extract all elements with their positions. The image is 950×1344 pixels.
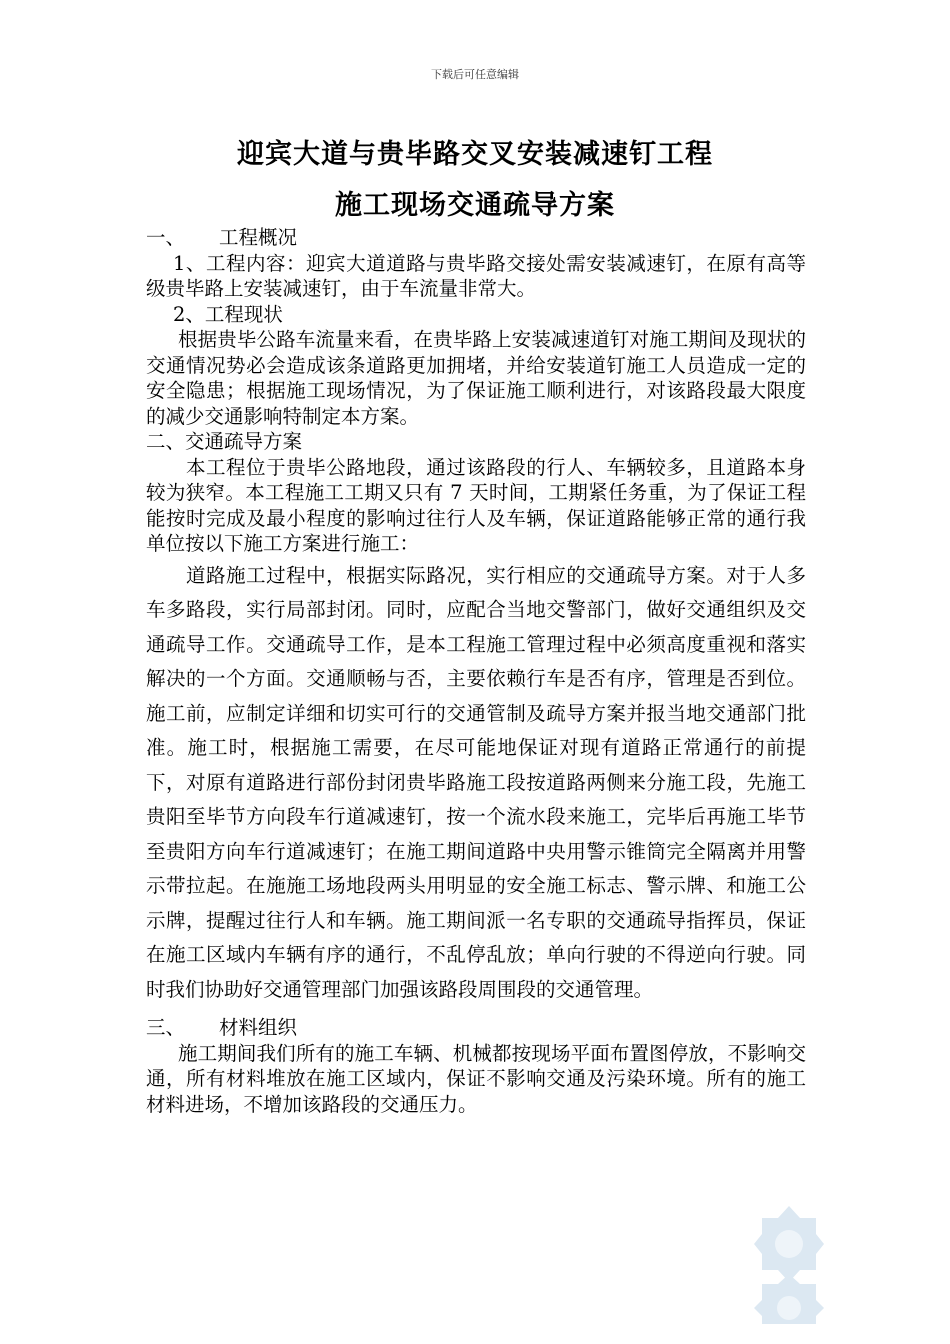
section-3-paragraph-1: 施工期间我们所有的施工车辆、机械都按现场平面布置图停放，不影响交通，所有材料堆放在施工区域内，保证不影响交通及污染环境。所有的施工材料进场，不增加该路段的交通压力。 — [146, 1041, 806, 1116]
snowflake-watermark-icon — [754, 1204, 824, 1324]
section-2-paragraph-1: 本工程位于贵毕公路地段，通过该路段的行人、车辆较多，且道路本身较为狭窄。本工程施工工期又只有 7 天时间，工期紧任务重，为了保证工程能按时完成及最小程度的影响过往行人及车辆，保证道路能够正常的通行我单位按以下施工方案进行施工： — [146, 455, 806, 555]
section-1-item-2-body: 根据贵毕公路车流量来看，在贵毕路上安装减速道钉对施工期间及现状的交通情况势必会造成该条道路更加拥堵，并给安装道钉施工人员造成一定的安全隐患；根据施工现场情况，为了保证施工顺利进行，对该路段最大限度的减少交通影响特制定本方案。 — [146, 328, 806, 428]
section-2-body — [146, 559, 806, 1008]
section-1-number: 一、 — [146, 226, 186, 249]
section-1-item-2-heading: 2、工程现状 — [173, 302, 283, 326]
header-note: 下载后可任意编辑 — [431, 68, 519, 81]
section-1-item-1: 1、工程内容：迎宾大道道路与贵毕路交接处需安装减速钉，在原有高等级贵毕路上安装减速钉，由于车流量非常大。 — [146, 251, 806, 300]
document-title-line1: 迎宾大道与贵毕路交叉安装减速钉工程 — [237, 139, 713, 170]
section-3 — [146, 1015, 806, 1117]
section-2-heading: 二、交通疏导方案 — [146, 430, 303, 453]
section-1 — [146, 225, 806, 429]
document-title-line2: 施工现场交通疏导方案 — [335, 190, 615, 221]
section-3-title: 材料组织 — [219, 1016, 298, 1039]
document-body — [146, 225, 806, 1117]
section-1-heading — [146, 225, 806, 251]
section-3-heading — [146, 1015, 806, 1041]
section-3-number: 三、 — [146, 1016, 186, 1039]
section-1-title: 工程概况 — [219, 226, 298, 249]
section-2-paragraph-2: 道路施工过程中，根据实际路况，实行相应的交通疏导方案。对于人多车多路段，实行局部封闭。同时，应配合当地交警部门，做好交通组织及交通疏导工作。交通疏导工作，是本工程施工管理过程中必须高度重视和落实解决的一个方面。交通顺畅与否，主要依赖行车是否有序，管理是否到位。施工前，应制定详细和切实可行的交通管制及疏导方案并报当地交通部门批准。施工时，根据施工需要，在尽可能地保证对现有道路正常通行的前提下，对原有道路进行部份封闭贵毕路施工段按道路两侧来分施工段，先施工贵阳至毕节方向段车行道减速钉，按一个流水段来施工，完毕后再施工毕节至贵阳方向车行道减速钉；在施工期间道路中央用警示锥筒完全隔离并用警示带拉起。在施施工场地段两头用明显的安全施工标志、警示牌、和施工公示牌，提醒过往行人和车辆。施工期间派一名专职的交通疏导指挥员，保证在施工区域内车辆有序的通行，不乱停乱放；单向行驶的不得逆向行驶。同时我们协助好交通管理部门加强该路段周围段的交通管理。 — [146, 563, 806, 1001]
section-2 — [146, 429, 806, 557]
